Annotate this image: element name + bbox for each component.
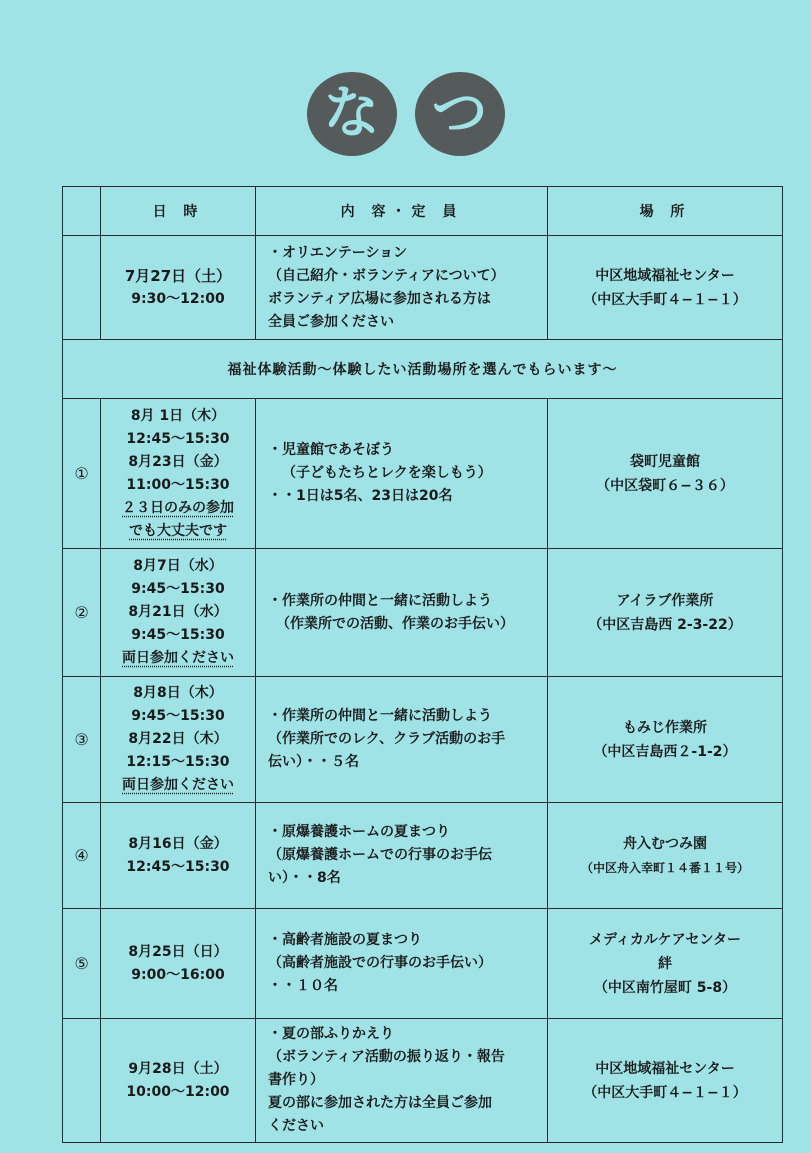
date-line: 8月25日（日） <box>128 943 228 960</box>
place-line: （中区舟入幸町１４番１１号） <box>580 860 749 875</box>
title-circle-1 <box>307 72 397 156</box>
content-line: い）・・8名 <box>268 870 341 886</box>
title-char-na: な <box>323 81 380 146</box>
date-line: 8月7日（水） <box>133 558 223 574</box>
place-line: 袋町児童館 <box>630 453 700 470</box>
place-line: 舟入むつみ園 <box>623 835 707 852</box>
content-line: ・・１０名 <box>268 978 338 994</box>
header-place: 場 所 <box>548 187 783 236</box>
time-line: 12:45〜15:30 <box>126 430 230 447</box>
date-note: 両日参加ください <box>122 777 234 793</box>
row-content <box>256 399 548 549</box>
row-place <box>548 549 783 677</box>
time-line: 9:45〜15:30 <box>131 627 225 643</box>
header-row <box>63 187 783 236</box>
date-note: 両日参加ください <box>122 650 234 666</box>
row-place <box>548 236 783 340</box>
table-row <box>63 236 783 340</box>
row-date <box>101 677 256 803</box>
place-line: アイラブ作業所 <box>616 592 714 609</box>
header-content: 内 容・定 員 <box>256 187 548 236</box>
date-line: 8月16日（金） <box>128 835 228 852</box>
date-note: でも大丈夫です <box>129 522 227 539</box>
date-line: 8月22日（木） <box>128 731 228 747</box>
row-date <box>101 1019 256 1143</box>
content-line: ・オリエンテーション <box>268 244 408 261</box>
row-num <box>63 1019 101 1143</box>
time-line: 9:45〜15:30 <box>131 708 225 724</box>
content-line: ・作業所の仲間と一緒に活動しよう <box>268 592 492 609</box>
content-line: ・原爆養護ホームの夏まつり <box>268 824 450 840</box>
row-num: ② <box>63 549 101 677</box>
content-line: 全員ご参加ください <box>268 313 394 330</box>
place-line: （中区南竹屋町 5-8） <box>593 979 737 996</box>
row-num: ① <box>63 399 101 549</box>
row-content <box>256 677 548 803</box>
row-content <box>256 909 548 1019</box>
content-line: （作業所でのレク、クラブ活動のお手 <box>268 731 506 747</box>
place-line: （中区大手町４−１−１） <box>583 291 747 308</box>
place-line: （中区吉島西 2-3-22） <box>588 616 742 633</box>
span-row <box>63 340 783 399</box>
row-date <box>101 549 256 677</box>
row-content <box>256 1019 548 1143</box>
row-content <box>256 549 548 677</box>
time-line: 11:00〜15:30 <box>126 476 230 493</box>
content-line: （原爆養護ホームでの行事のお手伝 <box>268 847 492 863</box>
title-circle-2 <box>415 72 505 156</box>
title-char-tsu: つ <box>431 81 488 146</box>
place-line: （中区袋町６−３６） <box>596 477 734 494</box>
content-line: 伝い）・・５名 <box>268 754 359 770</box>
content-line: 夏の部に参加された方は全員ご参加 <box>268 1095 492 1111</box>
place-line: （中区大手町４−１−１） <box>583 1084 747 1101</box>
table-row <box>63 677 783 803</box>
table-row <box>63 1019 783 1143</box>
content-line: 書作り） <box>268 1072 324 1088</box>
content-line: ・夏の部ふりかえり <box>268 1026 394 1042</box>
place-line: 中区地域福祉センター <box>595 1060 735 1077</box>
place-line: 中区地域福祉センター <box>595 267 735 284</box>
time-line: 12:15〜15:30 <box>126 754 230 770</box>
span-row-text: 福祉体験活動〜体験したい活動場所を選んでもらいます〜 <box>63 340 783 399</box>
date-line: 8月21日（水） <box>128 604 228 620</box>
place-line: もみじ作業所 <box>623 719 707 736</box>
row-place <box>548 677 783 803</box>
header-date: 日 時 <box>101 187 256 236</box>
content-line: （子どもたちとレクを楽しもう） <box>282 465 492 481</box>
row-content <box>256 236 548 340</box>
date-line: 7月27日（土） <box>124 266 232 285</box>
title <box>0 72 811 162</box>
time-line: 9:30〜12:00 <box>131 290 225 307</box>
row-place <box>548 909 783 1019</box>
time-line: 10:00〜12:00 <box>126 1083 230 1100</box>
content-line: （自己紹介・ボランティアについて） <box>268 267 505 284</box>
table-row <box>63 803 783 909</box>
place-line: 絆 <box>658 955 672 972</box>
content-line: ・児童館であそぼう <box>268 442 394 458</box>
content-line: （作業所での活動、作業のお手伝い） <box>276 615 514 632</box>
row-num: ④ <box>63 803 101 909</box>
row-place <box>548 803 783 909</box>
row-num <box>63 236 101 340</box>
place-line: メディカルケアセンター <box>589 931 741 948</box>
row-date <box>101 803 256 909</box>
date-line: 9月28日（土） <box>128 1060 228 1077</box>
row-date <box>101 236 256 340</box>
content-line: ・高齢者施設の夏まつり <box>268 932 422 948</box>
content-line: ボランティア広場に参加される方は <box>268 290 491 307</box>
time-line: 12:45〜15:30 <box>126 858 230 875</box>
content-line: ください <box>268 1118 324 1134</box>
time-line: 9:45〜15:30 <box>131 581 225 597</box>
row-content <box>256 803 548 909</box>
row-num: ⑤ <box>63 909 101 1019</box>
schedule-table <box>62 186 783 1143</box>
content-line: ・作業所の仲間と一緒に活動しよう <box>268 708 492 724</box>
row-place <box>548 1019 783 1143</box>
date-line: 8月23日（金） <box>128 453 228 470</box>
content-line: ・・1日は5名、23日は20名 <box>268 488 453 504</box>
row-date <box>101 909 256 1019</box>
time-line: 9:00〜16:00 <box>131 966 225 983</box>
date-note: ２３日のみの参加 <box>122 499 234 516</box>
date-line: 8月 1日（木） <box>130 407 226 424</box>
content-line: （高齢者施設での行事のお手伝い） <box>268 955 492 971</box>
date-line: 8月8日（木） <box>133 685 223 701</box>
table-row <box>63 909 783 1019</box>
table-row <box>63 549 783 677</box>
place-line: （中区吉島西２-1-2） <box>593 743 737 760</box>
row-num: ③ <box>63 677 101 803</box>
content-line: （ボランティア活動の振り返り・報告 <box>268 1049 505 1065</box>
table-row <box>63 399 783 549</box>
row-date <box>101 399 256 549</box>
header-num <box>63 187 101 236</box>
row-place <box>548 399 783 549</box>
